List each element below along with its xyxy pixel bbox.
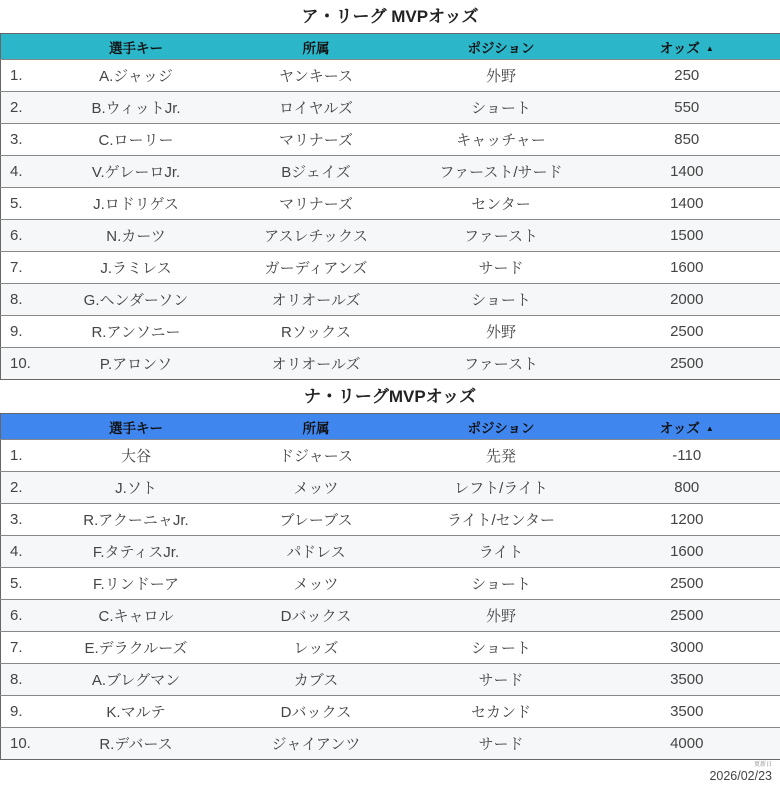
col-header-rank [1, 34, 49, 60]
rank-cell: 4. [1, 156, 49, 188]
odds-cell: 3500 [594, 664, 780, 696]
position-cell: 先発 [409, 440, 594, 472]
team-cell: レッズ [224, 632, 409, 664]
player-cell: B.ウィットJr. [49, 92, 224, 124]
player-cell: R.アクーニャJr. [49, 504, 224, 536]
table-row [1, 568, 780, 600]
odds-cell: 2500 [594, 600, 780, 632]
table-row [1, 664, 780, 696]
team-cell: メッツ [224, 568, 409, 600]
position-cell: ショート [409, 284, 594, 316]
position-cell: センター [409, 188, 594, 220]
col-header-position[interactable]: ポジション [467, 40, 535, 56]
odds-cell: 1600 [594, 536, 780, 568]
position-cell: サード [409, 728, 594, 760]
team-cell: ジャイアンツ [224, 728, 409, 760]
table-row [1, 124, 780, 156]
team-cell: ヤンキース [224, 60, 409, 92]
position-cell: サード [409, 664, 594, 696]
al-section [0, 0, 780, 380]
rank-cell: 2. [1, 92, 49, 124]
table-row [1, 92, 780, 124]
rank-cell: 3. [1, 504, 49, 536]
team-cell: マリナーズ [224, 124, 409, 156]
rank-cell: 10. [1, 348, 49, 380]
table-row [1, 472, 780, 504]
odds-cell: 1400 [594, 156, 780, 188]
team-cell: オリオールズ [224, 348, 409, 380]
position-cell: ショート [409, 92, 594, 124]
position-cell: サード [409, 252, 594, 284]
player-cell: R.アンソニー [49, 316, 224, 348]
odds-header-label: オッズ [659, 420, 700, 436]
position-cell: 外野 [409, 600, 594, 632]
odds-cell: 2500 [594, 316, 780, 348]
rank-cell: 3. [1, 124, 49, 156]
table-row [1, 188, 780, 220]
position-cell: レフト/ライト [409, 472, 594, 504]
col-header-player[interactable]: 選手キー [109, 420, 163, 436]
player-cell: R.デバース [49, 728, 224, 760]
player-cell: F.リンドーア [49, 568, 224, 600]
team-cell: マリナーズ [224, 188, 409, 220]
table-row [1, 728, 780, 760]
odds-cell: 800 [594, 472, 780, 504]
table-row [1, 284, 780, 316]
odds-cell: 250 [594, 60, 780, 92]
position-cell: ライト [409, 536, 594, 568]
rank-cell: 5. [1, 568, 49, 600]
player-cell: 大谷 [49, 440, 224, 472]
rank-cell: 8. [1, 284, 49, 316]
player-cell: J.ソト [49, 472, 224, 504]
table-row [1, 632, 780, 664]
team-cell: Dバックス [224, 696, 409, 728]
table-row [1, 696, 780, 728]
team-cell: ブレーブス [224, 504, 409, 536]
updated-date: 2026/02/23 [709, 769, 772, 783]
sort-ascending-icon[interactable]: ▲ [705, 44, 714, 54]
nl-title: ナ・リーグMVPオッズ [303, 387, 477, 406]
odds-cell: 1600 [594, 252, 780, 284]
odds-cell: 850 [594, 124, 780, 156]
odds-cell: 2000 [594, 284, 780, 316]
nl-section [0, 380, 780, 760]
position-cell: ファースト [409, 220, 594, 252]
team-cell: オリオールズ [224, 284, 409, 316]
team-cell: カブス [224, 664, 409, 696]
team-cell: Rソックス [224, 316, 409, 348]
col-header-odds[interactable] [594, 414, 780, 440]
player-cell: C.キャロル [49, 600, 224, 632]
position-cell: ショート [409, 632, 594, 664]
table-row [1, 504, 780, 536]
table-row [1, 316, 780, 348]
position-cell: セカンド [409, 696, 594, 728]
col-header-rank [1, 414, 49, 440]
odds-cell: 1400 [594, 188, 780, 220]
team-cell: Dバックス [224, 600, 409, 632]
table-row [1, 440, 780, 472]
col-header-odds[interactable] [594, 34, 780, 60]
updated-label: 更新日 [753, 762, 772, 768]
team-cell: メッツ [224, 472, 409, 504]
footer [0, 761, 780, 783]
rank-cell: 1. [1, 60, 49, 92]
col-header-team[interactable]: 所属 [302, 420, 330, 436]
odds-cell: 2500 [594, 348, 780, 380]
rank-cell: 5. [1, 188, 49, 220]
rank-cell: 9. [1, 316, 49, 348]
al-header-row [1, 34, 780, 60]
odds-cell: -110 [594, 440, 780, 472]
table-row [1, 252, 780, 284]
position-cell: ライト/センター [409, 504, 594, 536]
player-cell: E.デラクルーズ [49, 632, 224, 664]
odds-cell: 2500 [594, 568, 780, 600]
position-cell: 外野 [409, 316, 594, 348]
player-cell: A.ブレグマン [49, 664, 224, 696]
col-header-position[interactable]: ポジション [467, 420, 535, 436]
position-cell: キャッチャー [409, 124, 594, 156]
col-header-team[interactable]: 所属 [302, 40, 330, 56]
player-cell: K.マルテ [49, 696, 224, 728]
table-row [1, 536, 780, 568]
rank-cell: 7. [1, 252, 49, 284]
table-row [1, 156, 780, 188]
col-header-player[interactable]: 選手キー [109, 40, 163, 56]
player-cell: N.カーツ [49, 220, 224, 252]
al-title: ア・リーグ MVPオッズ [301, 7, 479, 26]
al-odds-table [0, 33, 780, 380]
odds-cell: 1200 [594, 504, 780, 536]
rank-cell: 2. [1, 472, 49, 504]
team-cell: パドレス [224, 536, 409, 568]
rank-cell: 9. [1, 696, 49, 728]
table-row [1, 348, 780, 380]
player-cell: G.ヘンダーソン [49, 284, 224, 316]
team-cell: ドジャース [224, 440, 409, 472]
player-cell: F.タティスJr. [49, 536, 224, 568]
player-cell: C.ローリー [49, 124, 224, 156]
rank-cell: 7. [1, 632, 49, 664]
odds-cell: 3500 [594, 696, 780, 728]
team-cell: ロイヤルズ [224, 92, 409, 124]
team-cell: アスレチックス [224, 220, 409, 252]
position-cell: ファースト/サード [409, 156, 594, 188]
rank-cell: 6. [1, 220, 49, 252]
team-cell: Bジェイズ [224, 156, 409, 188]
sort-ascending-icon[interactable]: ▲ [705, 424, 714, 434]
rank-cell: 10. [1, 728, 49, 760]
position-cell: ショート [409, 568, 594, 600]
player-cell: J.ラミレス [49, 252, 224, 284]
odds-cell: 4000 [594, 728, 780, 760]
player-cell: P.アロンソ [49, 348, 224, 380]
odds-header-label: オッズ [659, 40, 700, 56]
rank-cell: 1. [1, 440, 49, 472]
odds-cell: 1500 [594, 220, 780, 252]
rank-cell: 6. [1, 600, 49, 632]
odds-cell: 550 [594, 92, 780, 124]
rank-cell: 8. [1, 664, 49, 696]
player-cell: V.ゲレーロJr. [49, 156, 224, 188]
position-cell: ファースト [409, 348, 594, 380]
player-cell: J.ロドリゲス [49, 188, 224, 220]
nl-header-row [1, 414, 780, 440]
table-row [1, 60, 780, 92]
team-cell: ガーディアンズ [224, 252, 409, 284]
nl-odds-table [0, 413, 780, 760]
rank-cell: 4. [1, 536, 49, 568]
player-cell: A.ジャッジ [49, 60, 224, 92]
table-row [1, 600, 780, 632]
position-cell: 外野 [409, 60, 594, 92]
odds-cell: 3000 [594, 632, 780, 664]
table-row [1, 220, 780, 252]
